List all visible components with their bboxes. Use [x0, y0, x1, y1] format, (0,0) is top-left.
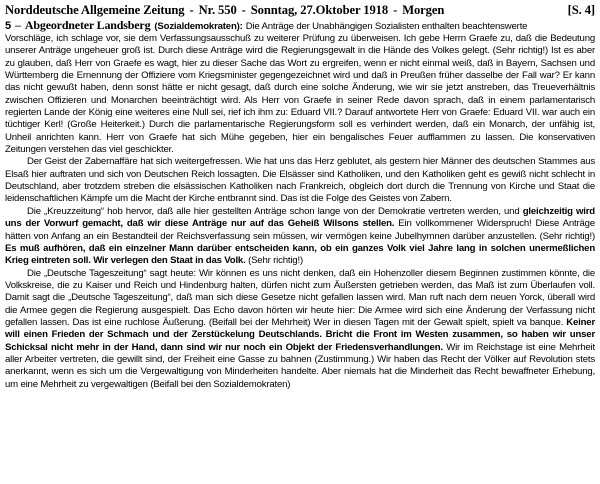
edition: Morgen	[402, 3, 445, 17]
speaker-party: (Sozialdemokraten):	[154, 21, 243, 32]
paragraph-3-bold-1: gleichzeitig wird uns der Vorwurf gemacht, daß wir diese Anträge nur auf das Geheiß Wilsons stellen.	[5, 205, 595, 230]
paragraph-4	[5, 268, 595, 391]
paragraph-4-text-1: Die „Deutsche Tageszeitung“ sagt heute: Wir können es uns nicht denken, daß ein Hohenzoller diesem Beginnen zustimmen könnte, die Volkskreise, die zu Kaiser und Reich und Hindenburg halten, dürfen nicht zum Äußersten getrieben werden, das Maß ist zum Überlaufen voll. Damit sagt die „Deutsche Tageszeitung“, daß man sich diese Gesetze nicht gefallen lassen wird. Man ruft nach dem neuen Yorck, überall wird die Armee gegen die Regierung ausgespielt. Das Echo davon hörten wir heute hier: Die Armee wird sich eine Änderung der Verfassung nicht gefallen lassen. Das ist eine ruchlose Äußerung. (Beifall bei der Mehrheit) Wer in diesen Tagen mit der Gewalt spielt, spielt va banque.	[5, 267, 595, 328]
issue-date: Sonntag, 27.Oktober 1918	[250, 3, 389, 17]
speaker-line: 5 – Abgeordneter Landsberg (Sozialdemokraten): Die Anträge der Unabhängigen Sozialisten enthalten beachtenswerte	[5, 18, 528, 32]
newspaper-name: Norddeutsche Allgemeine Zeitung	[5, 3, 185, 17]
page-number: [S. 4]	[567, 3, 595, 17]
paragraph-3	[5, 206, 595, 268]
masthead: Norddeutsche Allgemeine Zeitung - Nr. 550 - Sonntag, 27.Oktober 1918 - Morgen [S. 4]	[5, 3, 595, 17]
paragraph-3-text-1: Die „Kreuzzeitung“ hob hervor, daß alle hier gestellten Anträge schon lange von der Demokratie vertreten werden, und	[27, 205, 520, 217]
section-number: 5	[5, 20, 11, 32]
paragraph-3-text-3: (Sehr richtig!)	[248, 255, 303, 267]
paragraph-2: Der Geist der Zabernaffäre hat sich weitergefressen. Wie hat uns das Herz geblutet, als gestern hier Männer des deutschen Stammes aus Elsaß hier auftraten und sich von Deutschen Reich lossagten. Die Elsässer sind Katholiken, und den Katholiken geht es gewiß nicht schlecht in Deutschland, aber trotzdem streben die elsässischen Katholiken nach Frankreich, obgleich dort durch die Trennung von Kirche und Staat die leidenschaftlichen Kämpfe um die Macht der Kirche entbrannt sind. Das ist die Folge des Geistes von Zabern.	[5, 156, 595, 205]
paragraph-4-bold-1: Keiner will einen Frieden der Schmach und der Zerstückelung Deutschlands. Bricht die Front im Westen zusammen, so haben wir unser Schicksal nicht mehr in der Hand, dann sind wir nur noch ein Objekt der Friedensverhandlungen.	[5, 316, 595, 353]
paragraph-4-text-2: Wir im Reichstage ist eine Mehrheit aller Arbeiter vertreten, die gewillt sind, der Freiheit eine Gasse zu bahnen (Zustimmung.) Wir haben das Recht der Völker auf Revolution stets anerkannt, wenn es sich um die Vergewaltigung von Minderheiten handelte. Aber niemals hat die Minderheit das Recht bewaffneter Erhebung, um eine Mehrheit zu vergewaltigen (Beifall bei den Sozialdemokraten)	[5, 341, 595, 390]
issue-number: Nr. 550	[198, 3, 237, 17]
paragraph-1: Vorschläge, ich schlage vor, sie dem Verfassungsausschuß zu weiterer Prüfung zu überweisen. Ich gebe Herrn Graefe zu, daß die Bedeutung unserer Anträge ungeheuer groß ist. Durch diese Anträge wird die Regierungsgewalt in die Hände des Volkes gelegt. (Sehr richtig!) Ist es aber zu glauben, daß Herr von Graefe es wagt, hier zu dieser Sache das Wort zu ergreifen, wenn er nicht einmal weiß, daß in Bayern, Sachsen und Württemberg die Ernennung der Offiziere vom Kriegsminister gegengezeichnet wird und daß in Preußen früher dasselbe der Fall war? Er kann das nicht gewußt haben, denn sonst hätte er nicht gesagt, daß durch eine solche Änderung, wie wir sie jetzt anstreben, das Treueverhältnis zwischen Offizieren und Monarchen beeinträchtigt wird. Als Herr von Graefe in seiner Rede davon sprach, daß in einem parlamentarisch regierten Lande der König eine weiteres eine Null sei, rief ich ihm zu: Eduard VII.? Darauf antwortete Herr von Graefe: Eduard VII. war auch ein tüchtiger Kerl! (Große Heiterkeit.) Durch die parlamentarische Regierungsform soll es verhindert werden, daß ein Monarch, der unfähig ist, Unheil anrichten kann. Herr von Graefe hat sich Mühe gegeben, hier ein bengalisches Feuer aufflammen zu lassen. Die konservativen Zeitungen verstehen das viel geschickter.	[5, 33, 595, 156]
speaker-name: Abgeordneter Landsberg	[24, 18, 151, 32]
paragraph-3-bold-2: Es muß aufhören, daß ein einzelner Mann darüber entscheiden kann, ob ein ganzes Volk viel Jahre lang in solchen unermeßlichen Krieg eintreten soll. Wir verlegen den Staat in das Volk.	[5, 242, 595, 267]
paragraph-3-text-2: Ein vollkommener Widerspruch! Diese Anträge hätten von Anfang an ein Bestandteil der Reichsverfassung sein müssen, wir vermögen keine Jubelhymnen darüber anzustellen. (Sehr richtig!)	[5, 218, 595, 242]
lead-text: Die Anträge der Unabhängigen Sozialisten enthalten beachtenswerte	[245, 21, 528, 32]
